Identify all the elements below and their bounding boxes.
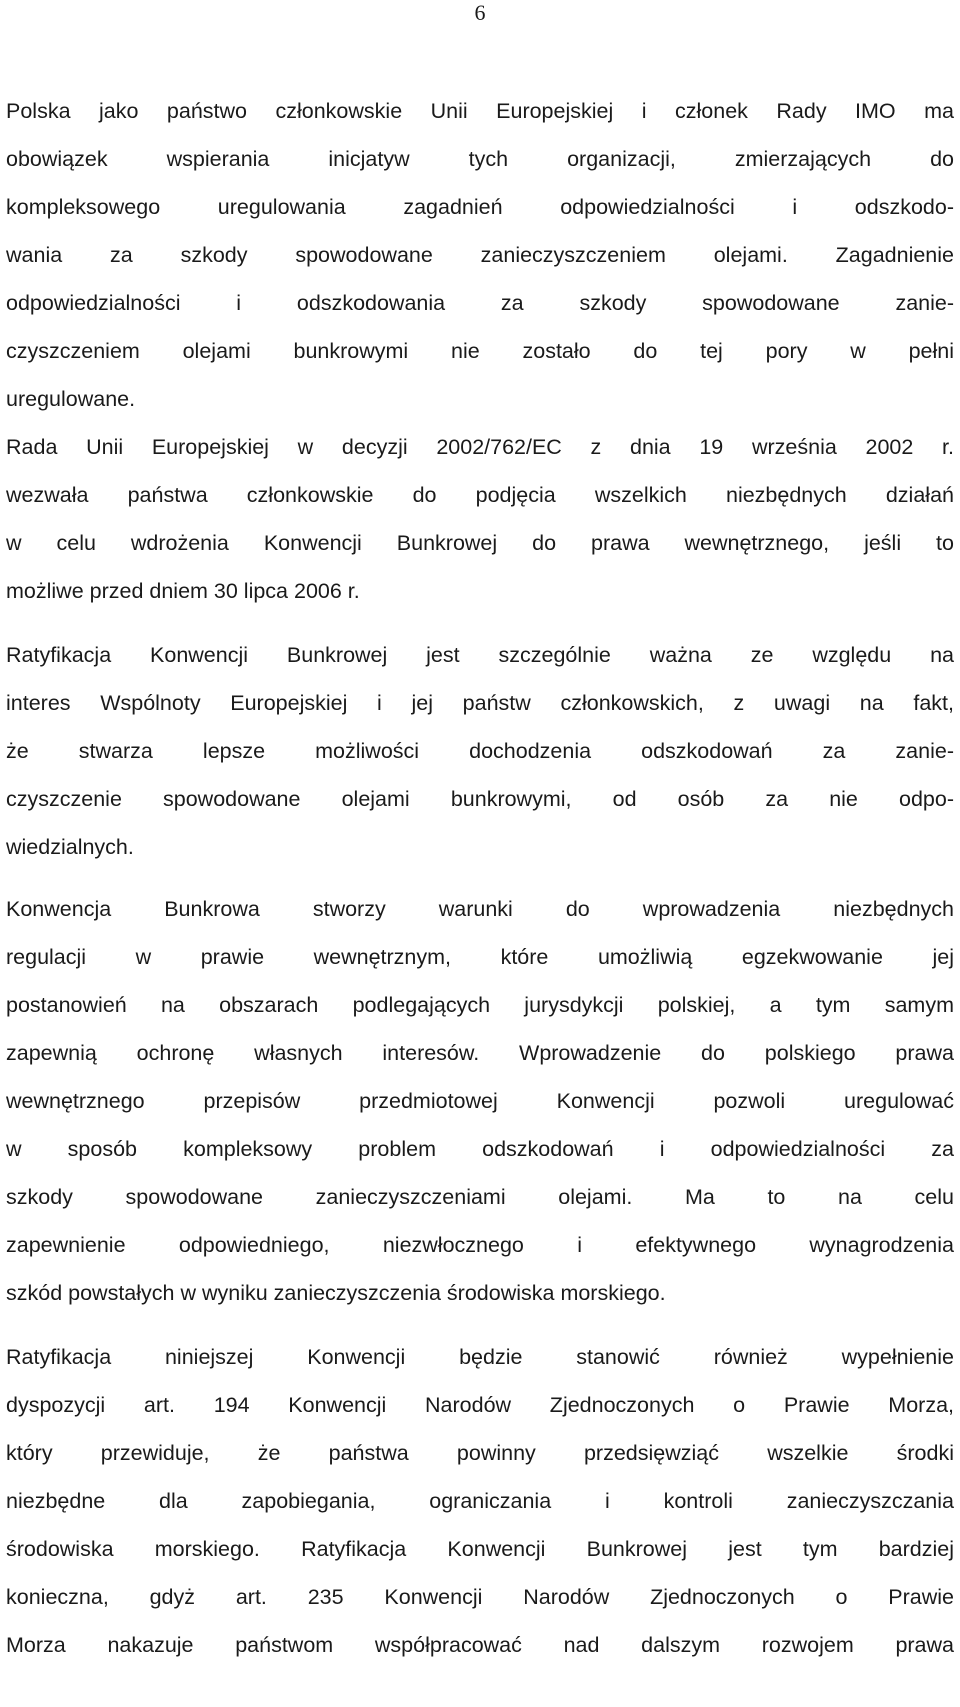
paragraph-line: uregulowane. <box>6 387 136 411</box>
paragraph-line: Ratyfikacja Konwencji Bunkrowej jest szczególnie ważna ze względu na <box>6 643 954 667</box>
document-body <box>6 87 954 1669</box>
paragraph-3 <box>6 631 954 871</box>
paragraph-line: Rada Unii Europejskiej w decyzji 2002/762/EC z dnia 19 września 2002 r. <box>6 435 954 459</box>
page-number: 6 <box>474 0 486 25</box>
paragraph-line: Konwencja Bunkrowa stworzy warunki do wprowadzenia niezbędnych <box>6 897 954 921</box>
paragraph-line: interes Wspólnoty Europejskiej i jej państw członkowskich, z uwagi na fakt, <box>6 691 954 715</box>
paragraph-1 <box>6 87 954 423</box>
paragraph-line: obowiązek wspierania inicjatyw tych organizacji, zmierzających do <box>6 147 954 171</box>
paragraph-line: w sposób kompleksowy problem odszkodowań i odpowiedzialności za <box>6 1137 954 1161</box>
paragraph-line: który przewiduje, że państwa powinny przedsięwziąć wszelkie środki <box>6 1441 954 1465</box>
paragraph-line: dyspozycji art. 194 Konwencji Narodów Zjednoczonych o Prawie Morza, <box>6 1393 954 1417</box>
paragraph-line: zapewnienie odpowiedniego, niezwłocznego i efektywnego wynagrodzenia <box>6 1233 954 1257</box>
paragraph-line: czyszczenie spowodowane olejami bunkrowymi, od osób za nie odpo- <box>6 787 954 811</box>
paragraph-line: czyszczeniem olejami bunkrowymi nie zostało do tej pory w pełni <box>6 339 954 363</box>
paragraph-line: Ratyfikacja niniejszej Konwencji będzie stanowić również wypełnienie <box>6 1345 954 1369</box>
paragraph-line: postanowień na obszarach podlegających jurysdykcji polskiej, a tym samym <box>6 993 954 1017</box>
paragraph-line: wiedzialnych. <box>6 835 134 859</box>
paragraph-line: szkód powstałych w wyniku zanieczyszczenia środowiska morskiego. <box>6 1281 666 1305</box>
paragraph-5 <box>6 1333 954 1669</box>
paragraph-line: niezbędne dla zapobiegania, ograniczania i kontroli zanieczyszczania <box>6 1489 954 1513</box>
paragraph-line: szkody spowodowane zanieczyszczeniami olejami. Ma to na celu <box>6 1185 954 1209</box>
paragraph-2 <box>6 423 954 615</box>
paragraph-line: że stwarza lepsze możliwości dochodzenia odszkodowań za zanie- <box>6 739 954 763</box>
paragraph-line: Polska jako państwo członkowskie Unii Europejskiej i członek Rady IMO ma <box>6 99 954 123</box>
paragraph-line: regulacji w prawie wewnętrznym, które umożliwią egzekwowanie jej <box>6 945 954 969</box>
paragraph-line: środowiska morskiego. Ratyfikacja Konwencji Bunkrowej jest tym bardziej <box>6 1537 954 1561</box>
paragraph-line: wezwała państwa członkowskie do podjęcia wszelkich niezbędnych działań <box>6 483 954 507</box>
paragraph-line: wewnętrznego przepisów przedmiotowej Konwencji pozwoli uregulować <box>6 1089 954 1113</box>
paragraph-line: Morza nakazuje państwom współpracować nad dalszym rozwojem prawa <box>6 1633 954 1657</box>
paragraph-line: konieczna, gdyż art. 235 Konwencji Narodów Zjednoczonych o Prawie <box>6 1585 954 1609</box>
paragraph-line: wania za szkody spowodowane zanieczyszczeniem olejami. Zagadnienie <box>6 243 954 267</box>
paragraph-line: kompleksowego uregulowania zagadnień odpowiedzialności i odszkodo- <box>6 195 954 219</box>
paragraph-line: odpowiedzialności i odszkodowania za szkody spowodowane zanie- <box>6 291 954 315</box>
paragraph-line: w celu wdrożenia Konwencji Bunkrowej do prawa wewnętrznego, jeśli to <box>6 531 954 555</box>
paragraph-line: możliwe przed dniem 30 lipca 2006 r. <box>6 579 360 603</box>
paragraph-line: zapewnią ochronę własnych interesów. Wprowadzenie do polskiego prawa <box>6 1041 954 1065</box>
paragraph-4 <box>6 885 954 1317</box>
